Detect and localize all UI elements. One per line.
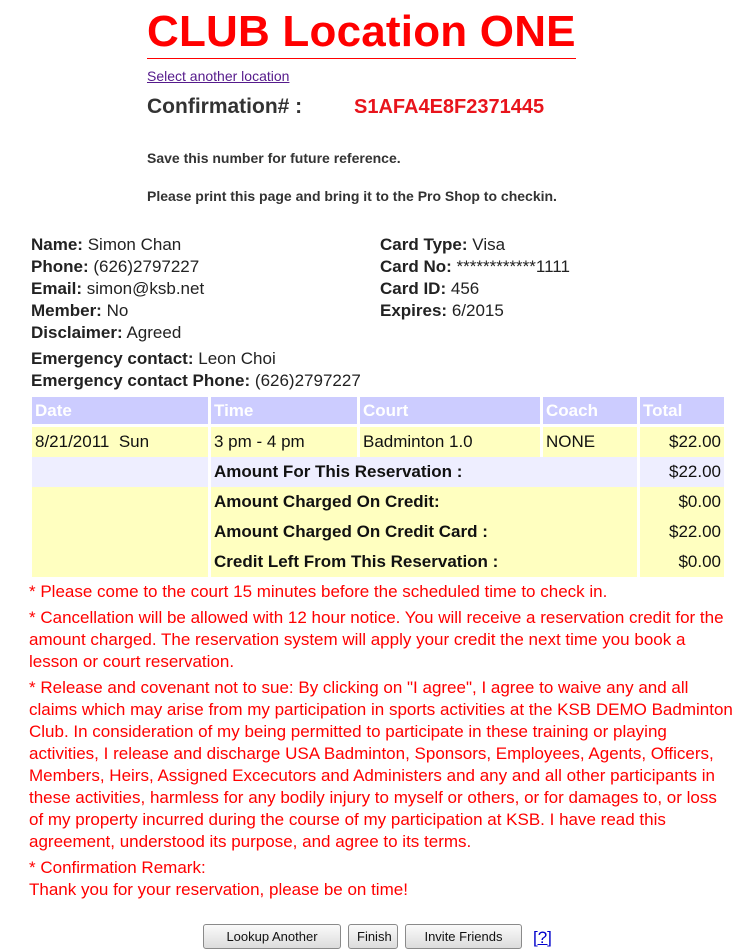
phone-value: (626)2797227: [93, 257, 200, 276]
save-note: Save this number for future reference.: [147, 150, 401, 166]
card-id-label: Card ID:: [380, 279, 447, 298]
row-time: 3 pm - 4 pm: [211, 427, 357, 457]
emergency-label: Emergency contact:: [31, 349, 194, 368]
summary-row-credit-left: [32, 547, 724, 577]
emergency-line: [31, 348, 361, 370]
email-value: simon@ksb.net: [86, 279, 205, 298]
summary-value: $22.00: [640, 517, 724, 547]
summary-label: Amount Charged On Credit Card :: [211, 517, 637, 547]
terms-notes: [29, 581, 734, 901]
invite-friends-button[interactable]: Invite Friends: [405, 924, 522, 949]
member-value: No: [106, 301, 129, 320]
expires-value: 6/2015: [451, 301, 504, 320]
table-row: [32, 427, 724, 457]
disclaimer-label: Disclaimer:: [31, 323, 123, 342]
row-date: 8/21/2011 Sun: [32, 427, 208, 457]
email-label: Email:: [31, 279, 83, 298]
card-no-label: Card No:: [380, 257, 452, 276]
note-checkin: * Please come to the court 15 minutes before the scheduled time to check in.: [29, 582, 608, 601]
member-line: [31, 300, 204, 322]
emergency-phone-label: Emergency contact Phone:: [31, 371, 251, 390]
remark-label: * Confirmation Remark:: [29, 858, 206, 877]
remark-text: Thank you for your reservation, please be on time!: [29, 880, 408, 899]
row-court: Badminton 1.0: [360, 427, 540, 457]
expires-line: [380, 300, 570, 322]
col-total: Total: [640, 397, 724, 424]
confirmation-number: S1AFA4E8F2371445: [354, 96, 545, 118]
card-id-value: 456: [450, 279, 480, 298]
disclaimer-line: [31, 322, 204, 344]
reservation-table: [29, 397, 727, 577]
club-title: CLUB Location ONE: [147, 6, 576, 59]
summary-row-amount: [32, 457, 724, 487]
row-coach: NONE: [543, 427, 637, 457]
summary-value: $0.00: [640, 547, 724, 577]
summary-row-credit: [32, 487, 724, 517]
summary-label: Amount For This Reservation :: [211, 457, 637, 487]
phone-label: Phone:: [31, 257, 89, 276]
col-court: Court: [360, 397, 540, 424]
card-info: [380, 234, 570, 322]
select-location-link[interactable]: Select another location: [147, 68, 290, 84]
summary-label: Amount Charged On Credit:: [211, 487, 637, 517]
name-label: Name:: [31, 235, 83, 254]
note-cancellation: * Cancellation will be allowed with 12 hour notice. You will receive a reservation credit for the amount charged. The reservation system will apply your credit the next time you book a lesson or court reservation.: [29, 608, 724, 671]
summary-value: $0.00: [640, 487, 724, 517]
summary-value: $22.00: [640, 457, 724, 487]
card-type-label: Card Type:: [380, 235, 468, 254]
member-label: Member:: [31, 301, 102, 320]
col-time: Time: [211, 397, 357, 424]
name-line: [31, 234, 204, 256]
finish-button[interactable]: Finish: [348, 924, 398, 949]
table-header-row: [32, 397, 724, 424]
card-no-line: [380, 256, 570, 278]
card-no-value: ************1111: [456, 257, 570, 276]
emergency-info: [31, 348, 361, 392]
note-release: * Release and covenant not to sue: By clicking on "I agree", I agree to waive any and all claims which may arise from my participation in sports activities at the KSB DEMO Badminton Club. In consideration of my being permitted to participate in these training or playing activities, I release and discharge USA Badminton, Sponsors, Employees, Agents, Officers, Members, Heirs, Assigned Excecutors and Administers and any and all other participants in these activities, harmless for any bodily injury to myself or others, or for damages to, or loss of my property incurred during the course of my participation at KSB. I have read this agreement, understood its purpose, and agree to its terms.: [29, 678, 733, 851]
emergency-phone-line: [31, 370, 361, 392]
card-id-line: [380, 278, 570, 300]
lookup-another-button[interactable]: Lookup Another: [203, 924, 341, 949]
name-value: Simon Chan: [87, 235, 182, 254]
print-note: Please print this page and bring it to the Pro Shop to checkin.: [147, 188, 557, 204]
col-coach: Coach: [543, 397, 637, 424]
email-line: [31, 278, 204, 300]
summary-label: Credit Left From This Reservation :: [211, 547, 637, 577]
col-date: Date: [32, 397, 208, 424]
customer-info: [31, 234, 204, 344]
help-link[interactable]: [?]: [533, 928, 552, 947]
row-total: $22.00: [640, 427, 724, 457]
emergency-phone-value: (626)2797227: [254, 371, 361, 390]
confirmation-label: Confirmation# :: [147, 95, 303, 118]
summary-row-card: [32, 517, 724, 547]
phone-line: [31, 256, 204, 278]
expires-label: Expires:: [380, 301, 448, 320]
card-type-value: Visa: [472, 235, 506, 254]
disclaimer-value: Agreed: [126, 323, 182, 342]
emergency-value: Leon Choi: [198, 349, 276, 368]
card-type-line: [380, 234, 570, 256]
